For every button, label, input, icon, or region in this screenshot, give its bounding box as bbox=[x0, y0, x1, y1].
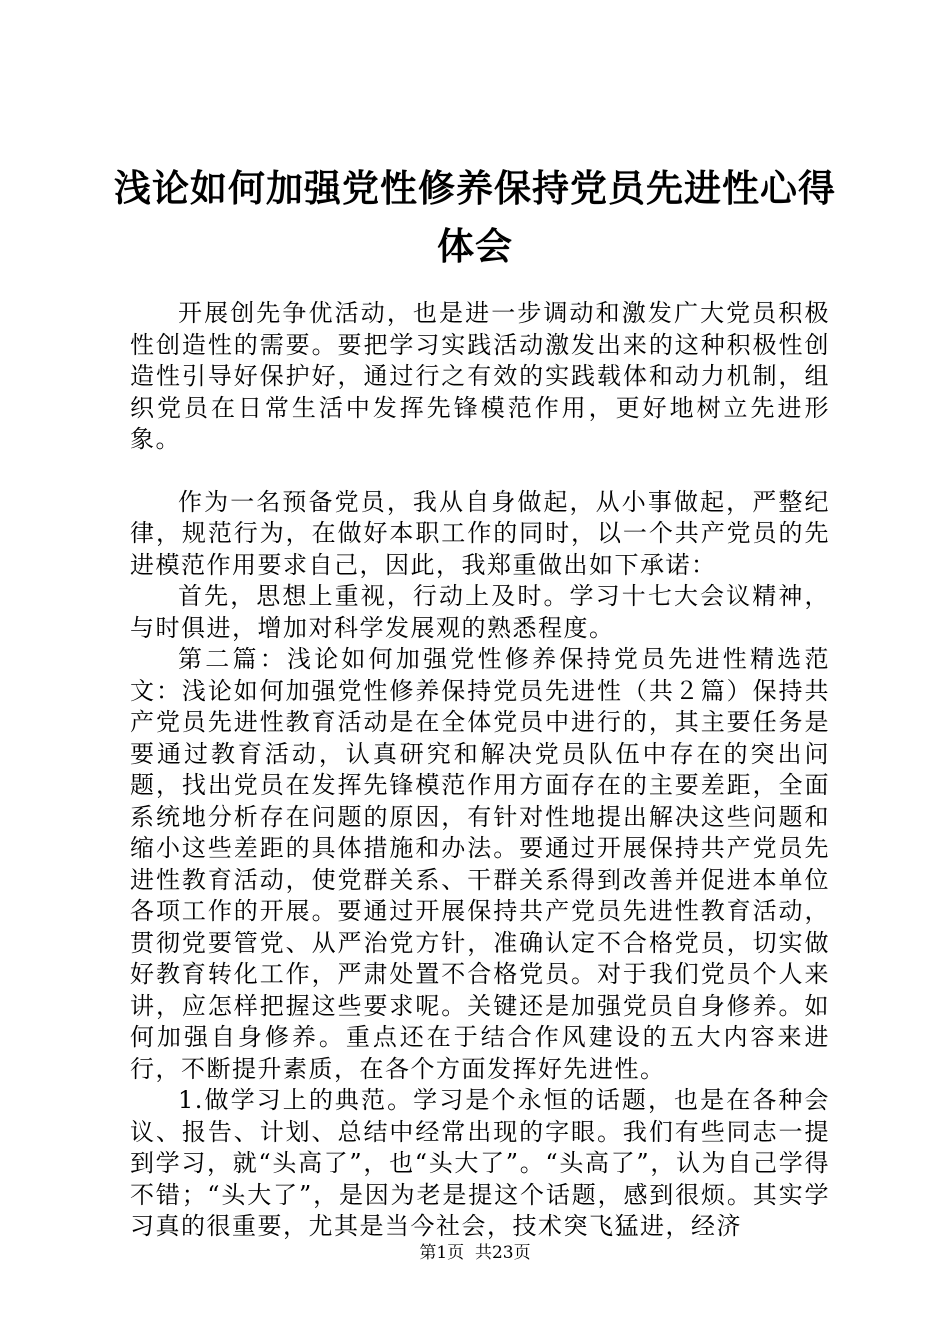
paragraph-1: 开展创先争优活动，也是进一步调动和激发广大党员积极性创造性的需要。要把学习实践活动激发出来的这种积极性创造性引导好保护好，通过行之有效的实践载体和动力机制，组织党员在日常生活中发挥先锋模范作用，更好地树立先进形象。 bbox=[130, 299, 830, 453]
paragraph-2: 作为一名预备党员，我从自身做起，从小事做起，严整纪律，规范行为，在做好本职工作的同时，以一个共产党员的先进模范作用要求自己，因此，我郑重做出如下承诺： bbox=[130, 487, 830, 579]
paragraph-4: 第二篇：浅论如何加强党性修养保持党员先进性精选范文：浅论如何加强党性修养保持党员先进性（共２篇）保持共产党员先进性教育活动是在全体党员中进行的，其主要任务是要通过教育活动，认真研究和解决党员队伍中存在的突出问题，找出党员在发挥先锋模范作用方面存在的主要差距，全面系统地分析存在问题的原因，有针对性地提出解决这些问题和缩小这些差距的具体措施和办法。要通过开展保持共产党员先进性教育活动，使党群关系、干群关系得到改善并促进本单位各项工作的开展。要通过开展保持共产党员先进性教育活动，贯彻党要管党、从严治党方针，准确认定不合格党员，切实做好教育转化工作，严肃处置不合格党员。对于我们党员个人来讲，应怎样把握这些要求呢。关键还是加强党员自身修养。如何加强自身修养。重点还在于结合作风建设的五大内容来进行，不断提升素质，在各个方面发挥好先进性。 bbox=[130, 645, 830, 1083]
document-title: 浅论如何加强党性修养保持党员先进性心得体会 bbox=[114, 167, 836, 268]
paragraph-5: 1.做学习上的典范。学习是个永恒的话题，也是在各种会议、报告、计划、总结中经常出现的字眼。我们有些同志一提到学习，就“头高了”，也“头大了”。“头高了”，认为自己学得不错；“头大了”，是因为老是提这个话题，感到很烦。其实学习真的很重要，尤其是当今社会，技术突飞猛进，经济 bbox=[130, 1086, 830, 1240]
paragraph-3: 首先，思想上重视，行动上及时。学习十七大会议精神，与时俱进，增加对科学发展观的熟悉程度。 bbox=[130, 582, 830, 642]
page-footer: 第1页 共23页 bbox=[419, 1243, 531, 1263]
document-body bbox=[130, 298, 830, 1243]
